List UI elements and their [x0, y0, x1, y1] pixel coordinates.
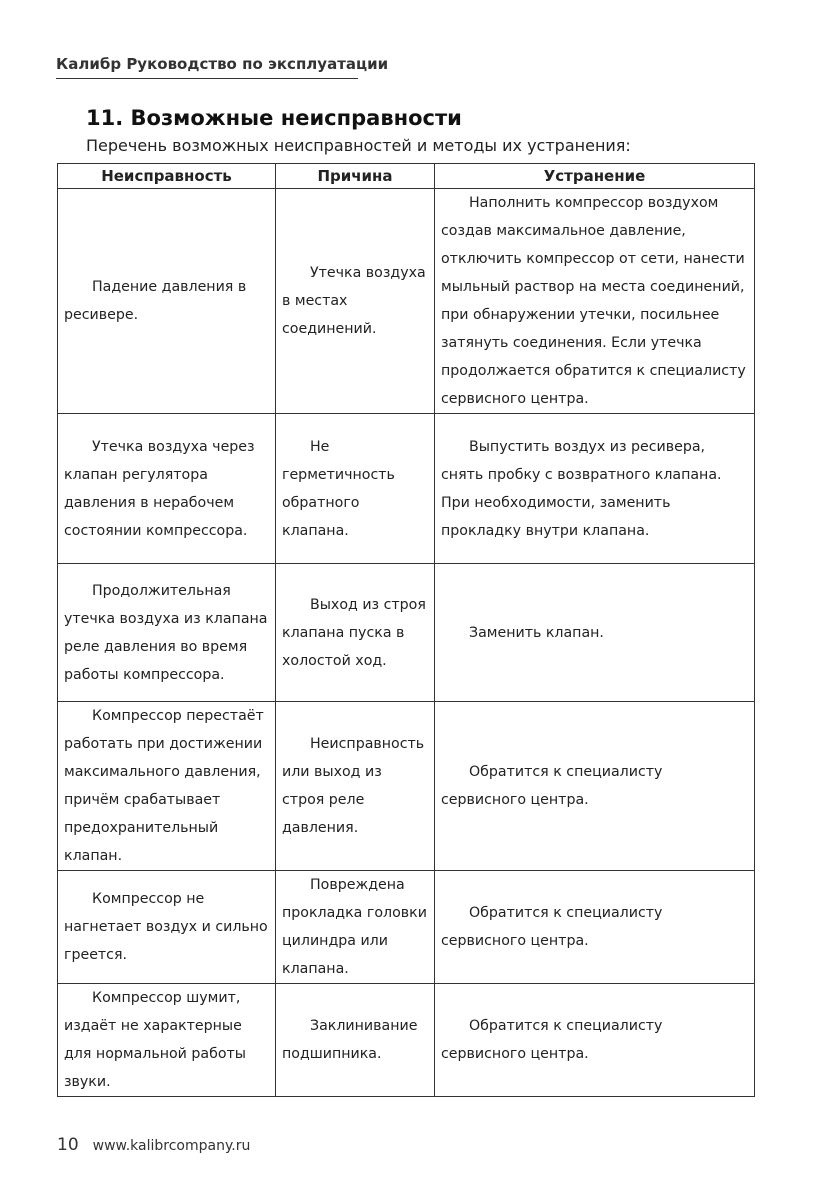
cause-text: Заклинивание подшипника. [282, 1018, 418, 1062]
table-row [58, 564, 755, 702]
running-header: Калибр Руководство по эксплуатации [56, 55, 358, 79]
fix-text: Обратится к специалисту сервисного центра. [441, 905, 663, 949]
cause-cell [276, 564, 435, 702]
fix-text: Наполнить компрессор воздухом создав максимальное давление, отключить компрессор от сети, нанести мыльный раствор на места соединений, при обнаружении утечки, посильнее затянуть соединения. Если утечка продолжается обратится к специалисту сервисного центра. [441, 195, 746, 407]
page-footer [57, 1135, 250, 1155]
fix-cell [435, 564, 755, 702]
table-row [58, 871, 755, 984]
fault-text: Компрессор не нагнетает воздух и сильно греется. [64, 891, 268, 963]
table-row [58, 189, 755, 414]
table-row [58, 414, 755, 564]
column-header-fault: Неисправность [58, 164, 276, 189]
cause-text: Выход из строя клапана пуска в холостой ход. [282, 596, 426, 669]
column-header-fix: Устранение [435, 164, 755, 189]
cause-cell [276, 189, 435, 414]
table-row [58, 984, 755, 1097]
troubleshooting-table [57, 163, 755, 1097]
table-row [58, 702, 755, 871]
fault-cell [58, 189, 276, 414]
fix-cell [435, 189, 755, 414]
fault-text: Компрессор шумит, издаёт не характерные для нормальной работы звуки. [64, 990, 246, 1090]
cause-cell [276, 414, 435, 564]
table-header-row [58, 164, 755, 189]
fault-text: Компрессор перестаёт работать при достижении максимального давления, причём срабатывает предохранительный клапан. [64, 708, 264, 864]
cause-text: Не герметичность обратного клапана. [282, 438, 395, 539]
fault-text: Падение давления в ресивере. [64, 279, 247, 323]
website-link[interactable]: www.kalibrcompany.ru [92, 1138, 251, 1154]
cause-text: Утечка воздуха в местах соединений. [282, 265, 426, 337]
fix-cell [435, 702, 755, 871]
fix-cell [435, 871, 755, 984]
fault-cell [58, 984, 276, 1097]
fault-text: Продолжительная утечка воздуха из клапана реле давления во время работы компрессора. [64, 582, 268, 683]
section-intro: Перечень возможных неисправностей и методы их устранения: [86, 136, 631, 155]
fault-text: Утечка воздуха через клапан регулятора давления в нерабочем состоянии компрессора. [64, 438, 255, 539]
fix-cell [435, 414, 755, 564]
fault-cell [58, 702, 276, 871]
column-header-cause: Причина [276, 164, 435, 189]
cause-text: Неисправность или выход из строя реле давления. [282, 736, 425, 836]
fix-text: Обратится к специалисту сервисного центра. [441, 1018, 663, 1062]
fix-text: Обратится к специалисту сервисного центра. [441, 764, 663, 808]
fault-cell [58, 414, 276, 564]
fault-cell [58, 871, 276, 984]
page-number: 10 [57, 1135, 79, 1155]
section-title: 11. Возможные неисправности [86, 106, 462, 130]
fix-cell [435, 984, 755, 1097]
fault-cell [58, 564, 276, 702]
fix-text: Выпустить воздух из ресивера, снять пробку с возвратного клапана. При необходимости, заменить прокладку внутри клапана. [441, 438, 722, 539]
cause-cell [276, 702, 435, 871]
cause-text: Повреждена прокладка головки цилиндра или клапана. [282, 877, 427, 977]
cause-cell [276, 871, 435, 984]
fix-text: Заменить клапан. [469, 624, 604, 641]
cause-cell [276, 984, 435, 1097]
